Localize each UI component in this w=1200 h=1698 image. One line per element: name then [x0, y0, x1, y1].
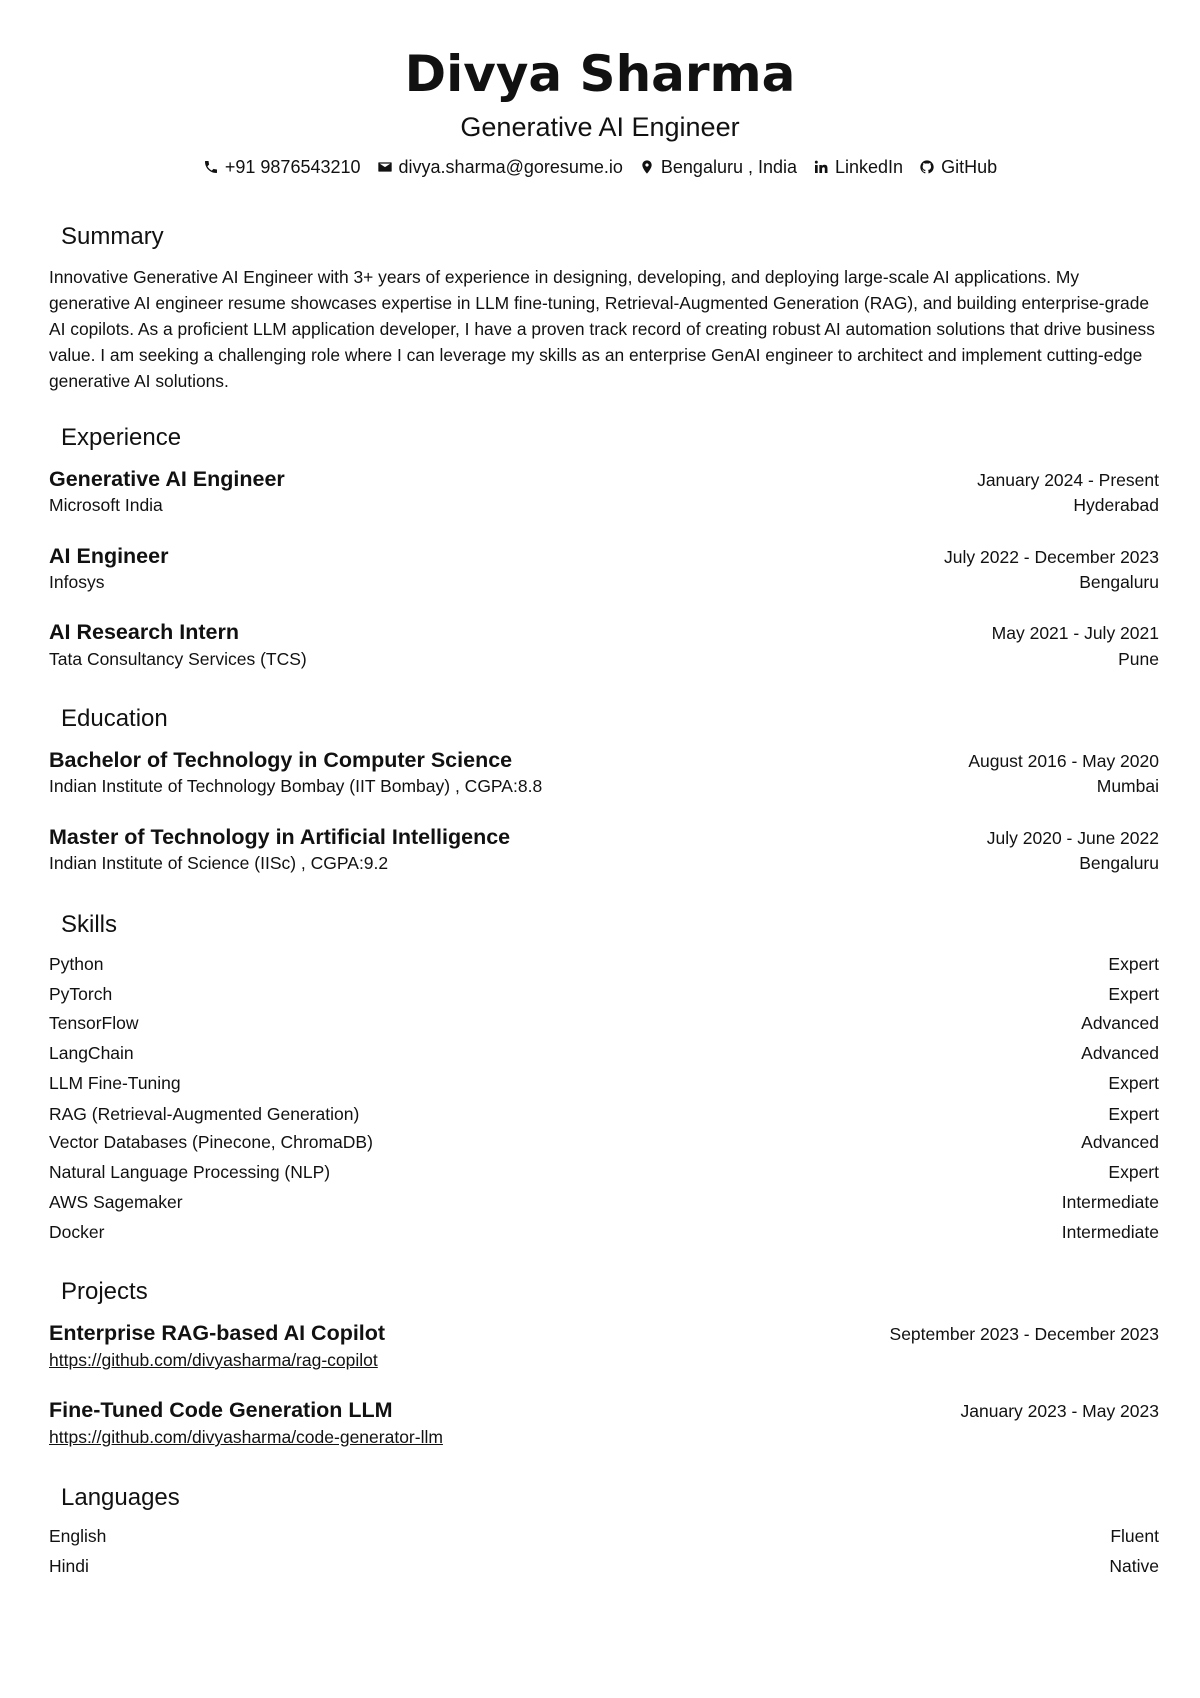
- experience-heading: Experience: [61, 424, 182, 451]
- education-item-title-row: [49, 825, 1159, 850]
- education-school: Indian Institute of Science (IISc) , CGPA:9.2: [49, 853, 389, 873]
- skill-level: Expert: [1108, 1073, 1159, 1093]
- language-row: [49, 1556, 1159, 1577]
- skill-row: [49, 1043, 1159, 1064]
- education-heading: Education: [61, 705, 168, 732]
- contact-linkedin-text: LinkedIn: [835, 157, 904, 177]
- skills-heading: Skills: [61, 911, 118, 938]
- experience-title: Generative AI Engineer: [49, 467, 285, 491]
- skill-level: Expert: [1108, 984, 1159, 1004]
- experience-item-title-row: [49, 620, 1159, 645]
- skill-name: PyTorch: [49, 984, 113, 1004]
- skill-row: [49, 1073, 1159, 1094]
- contact-phone-text: +91 9876543210: [224, 157, 361, 177]
- contact-github[interactable]: [919, 156, 997, 178]
- language-name: Hindi: [49, 1556, 89, 1576]
- education-location: Mumbai: [1096, 776, 1159, 796]
- skill-name: Python: [49, 954, 104, 974]
- education-dates: August 2016 - May 2020: [968, 751, 1159, 771]
- skill-level: Advanced: [1081, 1132, 1159, 1152]
- project-item-link-row: [49, 1350, 1159, 1371]
- experience-dates: July 2022 - December 2023: [944, 547, 1159, 567]
- github-icon: [919, 159, 941, 175]
- phone-icon: [203, 159, 225, 175]
- experience-item-sub-row: [49, 649, 1159, 670]
- contact-location: [639, 156, 797, 178]
- contact-phone[interactable]: [203, 156, 361, 178]
- skill-row: [49, 984, 1159, 1005]
- skill-row: [49, 1132, 1159, 1153]
- contact-linkedin[interactable]: [813, 156, 903, 178]
- skill-level: Expert: [1108, 954, 1159, 974]
- skill-name: Natural Language Processing (NLP): [49, 1162, 331, 1182]
- linkedin-icon: [813, 159, 835, 175]
- skill-level: Advanced: [1081, 1013, 1159, 1033]
- projects-heading: Projects: [61, 1278, 148, 1305]
- experience-location: Hyderabad: [1073, 495, 1159, 515]
- skill-row: [49, 1162, 1159, 1183]
- skill-row: [49, 1222, 1159, 1243]
- skill-level: Expert: [1108, 1104, 1159, 1124]
- experience-location: Bengaluru: [1079, 572, 1159, 592]
- location-pin-icon: [639, 159, 661, 175]
- contact-email[interactable]: [377, 156, 623, 178]
- skill-level: Intermediate: [1061, 1192, 1159, 1212]
- skill-name: LangChain: [49, 1043, 134, 1063]
- contact-github-text: GitHub: [941, 157, 998, 177]
- contact-location-text: Bengaluru , India: [660, 157, 798, 177]
- language-level: Fluent: [1110, 1526, 1159, 1546]
- experience-company: Microsoft India: [49, 495, 163, 515]
- education-item-sub-row: [49, 853, 1159, 874]
- experience-item-sub-row: [49, 572, 1159, 593]
- contact-email-text: divya.sharma@goresume.io: [398, 157, 623, 177]
- candidate-name: Divya Sharma: [404, 45, 796, 103]
- skill-level: Intermediate: [1061, 1222, 1159, 1242]
- experience-item-title-row: [49, 544, 1159, 569]
- project-title: Enterprise RAG-based AI Copilot: [49, 1321, 386, 1345]
- project-dates: January 2023 - May 2023: [960, 1401, 1159, 1421]
- experience-title: AI Research Intern: [49, 620, 239, 644]
- experience-location: Pune: [1118, 649, 1159, 669]
- skill-row: [49, 1013, 1159, 1034]
- contact-bar: [0, 156, 1200, 178]
- experience-company: Infosys: [49, 572, 105, 592]
- summary-heading: Summary: [61, 223, 164, 250]
- project-item-title-row: [49, 1321, 1159, 1346]
- skill-name: Docker: [49, 1222, 105, 1242]
- skill-name: LLM Fine-Tuning: [49, 1073, 181, 1093]
- education-item-sub-row: [49, 776, 1159, 797]
- skill-level: Advanced: [1081, 1043, 1159, 1063]
- skill-row: [49, 1104, 1159, 1125]
- project-link[interactable]: https://github.com/divyasharma/code-generator-llm: [49, 1427, 443, 1447]
- languages-heading: Languages: [61, 1484, 180, 1511]
- candidate-title: Generative AI Engineer: [460, 112, 740, 142]
- skill-row: [49, 1192, 1159, 1213]
- project-link[interactable]: https://github.com/divyasharma/rag-copilot: [49, 1350, 378, 1370]
- experience-item-sub-row: [49, 495, 1159, 516]
- mail-icon: [377, 159, 399, 175]
- project-item-link-row: [49, 1427, 1159, 1448]
- skill-row: [49, 954, 1159, 975]
- education-degree: Bachelor of Technology in Computer Science: [49, 748, 513, 772]
- summary-text: Innovative Generative AI Engineer with 3+ years of experience in designing, developing, and deploying large-scale AI applications. My generative AI engineer resume showcases expertise in LLM fine-tuning, Retrieval-Augmented Generation (RAG), and building enterprise-grade AI copilots. As a proficient LLM application developer, I have a proven track record of creating robust AI automation solutions that drive business value. I am seeking a challenging role where I can leverage my skills as an enterprise GenAI engineer to architect and implement cutting-edge generative AI solutions.: [49, 267, 1155, 391]
- education-degree: Master of Technology in Artificial Intelligence: [49, 825, 511, 849]
- language-level: Native: [1109, 1556, 1159, 1576]
- experience-dates: January 2024 - Present: [977, 470, 1159, 490]
- experience-item-title-row: [49, 467, 1159, 492]
- project-item-title-row: [49, 1398, 1159, 1423]
- education-item-title-row: [49, 748, 1159, 773]
- skill-name: Vector Databases (Pinecone, ChromaDB): [49, 1132, 373, 1152]
- experience-title: AI Engineer: [49, 544, 169, 568]
- skill-level: Expert: [1108, 1162, 1159, 1182]
- skill-name: AWS Sagemaker: [49, 1192, 183, 1212]
- experience-dates: May 2021 - July 2021: [991, 623, 1159, 643]
- education-school: Indian Institute of Technology Bombay (IIT Bombay) , CGPA:8.8: [49, 776, 543, 796]
- skill-name: TensorFlow: [49, 1013, 139, 1033]
- language-name: English: [49, 1526, 107, 1546]
- project-title: Fine-Tuned Code Generation LLM: [49, 1398, 393, 1422]
- project-dates: September 2023 - December 2023: [889, 1324, 1159, 1344]
- education-dates: July 2020 - June 2022: [986, 828, 1159, 848]
- skill-name: RAG (Retrieval-Augmented Generation): [49, 1104, 360, 1124]
- experience-company: Tata Consultancy Services (TCS): [49, 649, 307, 669]
- education-location: Bengaluru: [1079, 853, 1159, 873]
- language-row: [49, 1526, 1159, 1547]
